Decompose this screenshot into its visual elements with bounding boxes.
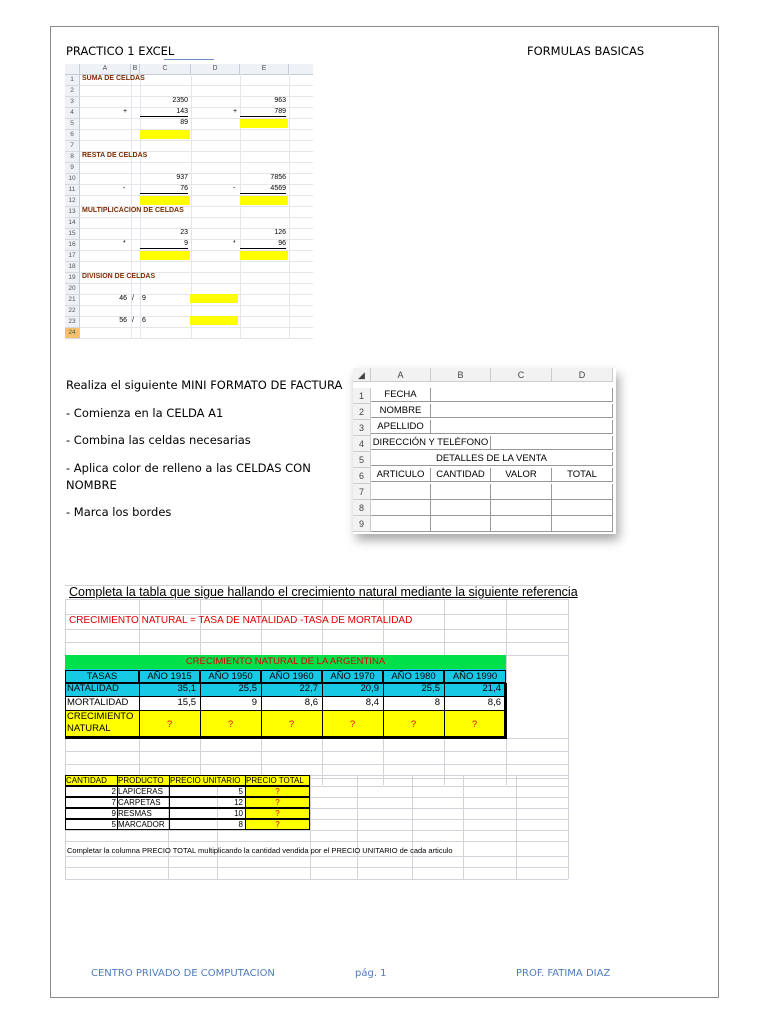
- invoice-empty-cell[interactable]: [431, 516, 491, 532]
- header-0: TASAS: [65, 670, 139, 683]
- resta-title: RESTA DE CELDAS: [82, 152, 148, 159]
- col-border: [261, 683, 262, 738]
- price-header-3: PRECIO TOTAL: [245, 775, 310, 786]
- row-header-24: 24: [65, 328, 80, 339]
- mortalidad-value: 8,6: [487, 697, 501, 708]
- col-header-c: C: [140, 64, 191, 75]
- cell-a23: 56: [119, 317, 127, 324]
- result-cell-d21[interactable]: [190, 294, 238, 303]
- mortalidad-value: 8,6: [304, 697, 318, 708]
- row-header-12: 12: [65, 196, 80, 207]
- col-border: [322, 683, 323, 738]
- cell-valor: VALOR: [491, 468, 552, 482]
- price-header-1: PRODUCTO: [117, 775, 170, 786]
- gridline-h: [65, 629, 568, 630]
- cell-fecha: FECHA: [371, 388, 431, 402]
- row-header-14: 14: [65, 218, 80, 229]
- row-gridline: [80, 129, 313, 130]
- row-gridline: [80, 217, 313, 218]
- gridline-h: [65, 599, 568, 600]
- cell-c10: 937: [176, 174, 188, 181]
- gridline-h: [65, 867, 568, 868]
- corner-cell: [65, 64, 80, 75]
- cell-c16: 9: [140, 240, 188, 249]
- cell-e4: 789: [240, 108, 286, 117]
- cell-c5: 89: [180, 119, 188, 126]
- col-border: [444, 683, 445, 738]
- cantidad-cell: 7: [65, 797, 118, 808]
- col-header-b: B: [131, 64, 140, 75]
- header-2: AÑO 1950: [200, 670, 261, 683]
- gridline-h: [65, 830, 568, 831]
- instruction-4: - Marca los bordes: [66, 505, 172, 519]
- footer-center: pág. 1: [355, 968, 387, 979]
- row-header-11: 11: [65, 185, 80, 196]
- col-header-e: E: [240, 64, 289, 75]
- cell-nombre: NOMBRE: [371, 404, 431, 418]
- col-border-right: [505, 683, 507, 739]
- mortalidad-label: MORTALIDAD: [67, 697, 129, 708]
- producto-cell: RESMAS: [117, 808, 170, 819]
- row-header-22: 22: [65, 306, 80, 317]
- cell-e3: 963: [274, 97, 286, 104]
- crecimiento-value[interactable]: ?: [471, 719, 478, 730]
- op-div-21: /: [132, 295, 134, 302]
- mortalidad-value: 9: [251, 697, 257, 708]
- col-border: [200, 683, 201, 738]
- row-header-6: 6: [65, 130, 80, 141]
- row-header-23: 23: [65, 317, 80, 328]
- row-gridline: [80, 327, 313, 328]
- natalidad-value: 21,4: [482, 683, 501, 694]
- row-header-5: 5: [65, 119, 80, 130]
- gridline-v: [568, 775, 569, 879]
- producto-cell: MARCADOR: [117, 819, 170, 830]
- row-header-21: 21: [65, 295, 80, 306]
- invoice-empty-cell[interactable]: [431, 500, 491, 516]
- crecimiento-value[interactable]: ?: [349, 719, 356, 730]
- row-header-9: 9: [65, 163, 80, 174]
- invoice-empty-cell[interactable]: [491, 484, 552, 500]
- instruction-3: - Aplica color de relleno a las CELDAS CON: [66, 461, 311, 475]
- row-header-19: 19: [65, 273, 80, 284]
- result-cell-d23[interactable]: [190, 316, 238, 325]
- row-header-1: 1: [353, 388, 371, 404]
- banner-title: CRECIMIENTO NATURAL DE LA ARGENTINA: [185, 656, 386, 667]
- precio-cell: 12: [169, 797, 246, 808]
- header-6: AÑO 1990: [444, 670, 506, 683]
- footer-right: PROF. FATIMA DIAZ: [516, 968, 611, 979]
- cell-articulo: ARTICULO: [371, 468, 431, 482]
- gridline-h: [65, 879, 568, 880]
- footer-left: CENTRO PRIVADO DE COMPUTACION: [91, 968, 275, 979]
- row-header-15: 15: [65, 229, 80, 240]
- row-header-9: 9: [353, 516, 371, 532]
- invoice-empty-cell[interactable]: [552, 484, 613, 500]
- row-header-4: 4: [65, 108, 80, 119]
- result-cell-e12[interactable]: [240, 196, 288, 205]
- op-mult-e: *: [233, 240, 236, 247]
- result-cell-c17[interactable]: [140, 251, 190, 260]
- gridline-v: [516, 775, 517, 879]
- bottom-border: [65, 737, 507, 739]
- row-header-2: 2: [65, 86, 80, 97]
- mult-title: MULTIPLICACION DE CELDAS: [82, 207, 184, 214]
- result-cell-e5[interactable]: [240, 119, 288, 128]
- row-header-8: 8: [65, 152, 80, 163]
- row-header-7: 7: [65, 141, 80, 152]
- gridline-v: [463, 775, 464, 879]
- col-a: A: [371, 368, 431, 382]
- op-plus: +: [123, 108, 128, 115]
- total-cell[interactable]: ?: [245, 819, 310, 830]
- producto-cell: LAPICERAS: [117, 786, 170, 797]
- row-header-10: 10: [65, 174, 80, 185]
- invoice-empty-cell[interactable]: [552, 500, 613, 516]
- precio-cell: 8: [169, 819, 246, 830]
- price-note: Completar la columna PRECIO TOTAL multiplicando la cantidad vendida por el PRECIO UNITARIO de cada articulo: [67, 846, 453, 855]
- cantidad-cell: 9: [65, 808, 118, 819]
- gridline-v: [412, 775, 413, 879]
- gridline-v: [357, 775, 358, 879]
- total-cell[interactable]: ?: [245, 808, 310, 819]
- invoice-empty-cell[interactable]: [491, 516, 552, 532]
- header-4: AÑO 1970: [322, 670, 383, 683]
- invoice-empty-cell[interactable]: [371, 516, 431, 532]
- result-cell-c6[interactable]: [140, 130, 190, 139]
- crecimiento-label-1: CRECIMIENTO: [67, 711, 134, 722]
- crecimiento-value[interactable]: ?: [227, 719, 234, 730]
- row-header-7: 7: [353, 484, 371, 500]
- cell-total: TOTAL: [552, 468, 613, 482]
- row-header-20: 20: [65, 284, 80, 295]
- col-header-f: [289, 64, 313, 75]
- row-header-18: 18: [65, 262, 80, 273]
- row-gridline: [80, 305, 313, 306]
- cell-c3: 2350: [172, 97, 188, 104]
- op-minus-e: -: [233, 185, 236, 192]
- suma-title: SUMA DE CELDAS: [82, 75, 145, 82]
- row-gridline: [80, 283, 313, 284]
- cell-b23: 6: [142, 317, 146, 324]
- cell-e10: 7856: [270, 174, 286, 181]
- cell-fecha-value[interactable]: [431, 388, 613, 402]
- corner-cell-2: ◢: [353, 368, 371, 382]
- gridline-h: [65, 764, 568, 765]
- cell-c4: 143: [140, 108, 188, 117]
- cell-e16: 96: [240, 240, 286, 249]
- table3-title: Completa la tabla que sigue hallando el crecimiento natural mediante la siguiente referencia: [69, 585, 578, 599]
- cell-detalles: DETALLES DE LA VENTA: [371, 452, 613, 466]
- cell-direccion: DIRECCIÓN Y TELÉFONO: [371, 436, 491, 450]
- instruction-1: - Comienza en la CELDA A1: [66, 406, 224, 420]
- excel-sheet-invoice: [353, 368, 616, 534]
- col-c: C: [491, 368, 552, 382]
- header-5: AÑO 1980: [383, 670, 444, 683]
- doc-subtitle: FORMULAS BASICAS: [527, 44, 645, 58]
- row-border: [65, 696, 506, 697]
- doc-title: PRACTICO 1 EXCEL: [66, 44, 175, 58]
- crecimiento-value[interactable]: ?: [288, 719, 295, 730]
- total-cell[interactable]: ?: [245, 797, 310, 808]
- gridline-h: [65, 856, 568, 857]
- row-gridline: [80, 261, 313, 262]
- row-header-3: 3: [353, 420, 371, 436]
- mortalidad-value: 8,4: [365, 697, 379, 708]
- row-header-5: 5: [353, 452, 371, 468]
- invoice-empty-cell[interactable]: [371, 484, 431, 500]
- crecimiento-value[interactable]: ?: [166, 719, 173, 730]
- col-header-d: D: [191, 64, 240, 75]
- col-border: [139, 683, 140, 738]
- invoice-empty-cell[interactable]: [371, 500, 431, 516]
- op-div-23: /: [132, 317, 134, 324]
- cantidad-cell: 5: [65, 819, 118, 830]
- formula-text: CRECIMIENTO NATURAL = TASA DE NATALIDAD -TASA DE MORTALIDAD: [69, 615, 413, 626]
- mortalidad-value: 15,5: [177, 697, 196, 708]
- row-gridline: [80, 162, 313, 163]
- invoice-empty-cell[interactable]: [552, 516, 613, 532]
- precio-cell: 10: [169, 808, 246, 819]
- col-header-a: A: [80, 64, 131, 75]
- cell-b21: 9: [142, 295, 146, 302]
- crecimiento-label-2: NATURAL: [67, 723, 111, 734]
- row-header-2: 2: [353, 404, 371, 420]
- row-border: [65, 710, 506, 711]
- instruction-2: - Combina las celdas necesarias: [66, 433, 251, 447]
- excel-sheet-sums: [65, 64, 313, 338]
- header-1: AÑO 1915: [139, 670, 200, 683]
- row-header-8: 8: [353, 500, 371, 516]
- op-mult: *: [123, 240, 126, 247]
- gridline-v: [310, 775, 311, 879]
- crecimiento-value[interactable]: ?: [410, 719, 417, 730]
- cantidad-cell: 2: [65, 786, 118, 797]
- gridline-v: [568, 599, 569, 785]
- total-cell[interactable]: ?: [245, 786, 310, 797]
- natalidad-value: 20,9: [360, 683, 379, 694]
- instruction-3b: NOMBRE: [66, 478, 117, 492]
- gridline-h: [65, 642, 568, 643]
- invoice-empty-cell[interactable]: [431, 484, 491, 500]
- row-gridline: [80, 338, 313, 339]
- gridline-h: [65, 841, 568, 842]
- row-gridline: [80, 140, 313, 141]
- cell-a21: 46: [119, 295, 127, 302]
- cell-nombre-value[interactable]: [431, 404, 613, 418]
- op-plus-e: +: [233, 108, 238, 115]
- gridline-h: [65, 751, 568, 752]
- precio-cell: 5: [169, 786, 246, 797]
- row-header-3: 3: [65, 97, 80, 108]
- cell-apellido: APELLIDO: [371, 420, 431, 434]
- natalidad-value: 25,5: [421, 683, 440, 694]
- row-header-4: 4: [353, 436, 371, 452]
- row-header-13: 13: [65, 207, 80, 218]
- row-gridline: [80, 85, 313, 86]
- natalidad-value: 35,1: [177, 683, 196, 694]
- title-underline: [164, 59, 214, 60]
- cell-c11: 76: [140, 185, 188, 194]
- header-3: AÑO 1960: [261, 670, 322, 683]
- natalidad-label: NATALIDAD: [67, 683, 119, 694]
- mortalidad-value: 8: [434, 697, 440, 708]
- cell-c15: 23: [180, 229, 188, 236]
- col-gridline: [289, 74, 290, 338]
- natalidad-value: 25,5: [238, 683, 257, 694]
- price-header-2: PRECIO UNITARIO: [169, 775, 246, 786]
- cell-e15: 126: [274, 229, 286, 236]
- col-border: [383, 683, 384, 738]
- cell-cantidad: CANTIDAD: [431, 468, 491, 482]
- col-b: B: [431, 368, 491, 382]
- row-header-1: 1: [65, 75, 80, 86]
- row-header-17: 17: [65, 251, 80, 262]
- instructions-title: Realiza el siguiente MINI FORMATO DE FACTURA: [66, 378, 343, 392]
- div-title: DIVISION DE CELDAS: [82, 273, 156, 280]
- cell-apellido-value[interactable]: [431, 420, 613, 434]
- col-d: D: [552, 368, 613, 382]
- producto-cell: CARPETAS: [117, 797, 170, 808]
- op-minus: -: [123, 185, 126, 192]
- natalidad-value: 22,7: [299, 683, 318, 694]
- row-header-6: 6: [353, 468, 371, 484]
- price-header-0: CANTIDAD: [65, 775, 118, 786]
- row-header-16: 16: [65, 240, 80, 251]
- cell-e11: 4569: [240, 185, 286, 194]
- result-cell-e17[interactable]: [240, 251, 288, 260]
- invoice-empty-cell[interactable]: [491, 500, 552, 516]
- cell-direccion-value[interactable]: [491, 436, 613, 450]
- result-cell-c12[interactable]: [140, 196, 190, 205]
